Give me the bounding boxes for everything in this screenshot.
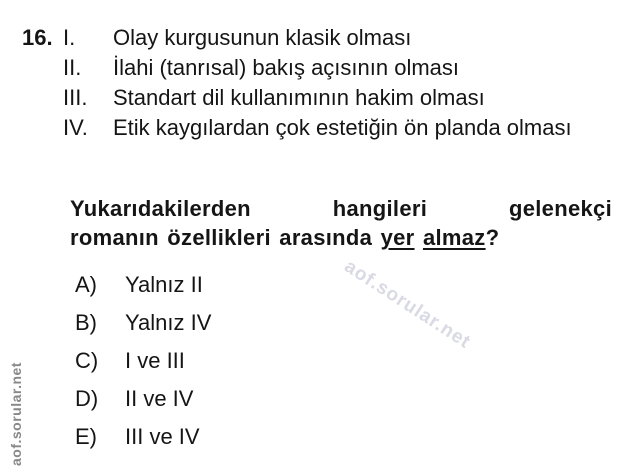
watermark-diagonal: aof.sorular.net	[340, 256, 475, 354]
statement-numeral: III.	[63, 85, 88, 110]
question-prompt	[70, 194, 612, 252]
statement-row	[63, 23, 583, 53]
option-letter: D)	[75, 386, 99, 411]
option-text: Yalnız II	[125, 272, 203, 297]
option-letter: A)	[75, 272, 97, 297]
statement-row	[63, 53, 583, 83]
prompt-word: hangileri	[332, 196, 428, 221]
option-letter: B)	[75, 310, 97, 335]
underlined-word: yer	[380, 225, 415, 250]
option-text: II ve IV	[125, 386, 194, 411]
option-text: I ve III	[125, 348, 185, 373]
prompt-prefix: romanın özellikleri arasında	[70, 225, 381, 250]
watermark-vertical: aof.sorular.net	[8, 362, 24, 466]
statement-row	[63, 113, 583, 143]
prompt-word: Yukarıdakilerden	[70, 196, 251, 221]
prompt-word: gelenekçi	[509, 196, 612, 221]
question-number: 16.	[22, 25, 53, 50]
prompt-line-1	[70, 194, 612, 223]
statement-numeral: II.	[63, 55, 82, 80]
prompt-line-2	[70, 223, 612, 252]
statement-text: Olay kurgusunun klasik olması	[113, 25, 412, 50]
statement-row	[63, 83, 583, 113]
statement-numeral: I.	[63, 25, 76, 50]
statement-text: Etik kaygılardan çok estetiğin ön planda olması	[113, 115, 572, 140]
statement-text: İlahi (tanrısal) bakış açısının olması	[113, 55, 460, 80]
option-c	[75, 348, 211, 374]
statement-text: Standart dil kullanımının hakim olması	[113, 85, 485, 110]
prompt-suffix: ?	[485, 225, 500, 250]
option-d	[75, 386, 211, 412]
option-b	[75, 310, 211, 336]
underlined-word: almaz	[422, 225, 486, 250]
option-e	[75, 424, 211, 450]
option-letter: C)	[75, 348, 99, 373]
option-a	[75, 272, 211, 298]
option-letter: E)	[75, 424, 97, 449]
option-text: Yalnız IV	[125, 310, 212, 335]
option-text: III ve IV	[125, 424, 200, 449]
statements-list	[63, 23, 583, 143]
statement-numeral: IV.	[63, 115, 88, 140]
answer-options	[75, 272, 211, 462]
